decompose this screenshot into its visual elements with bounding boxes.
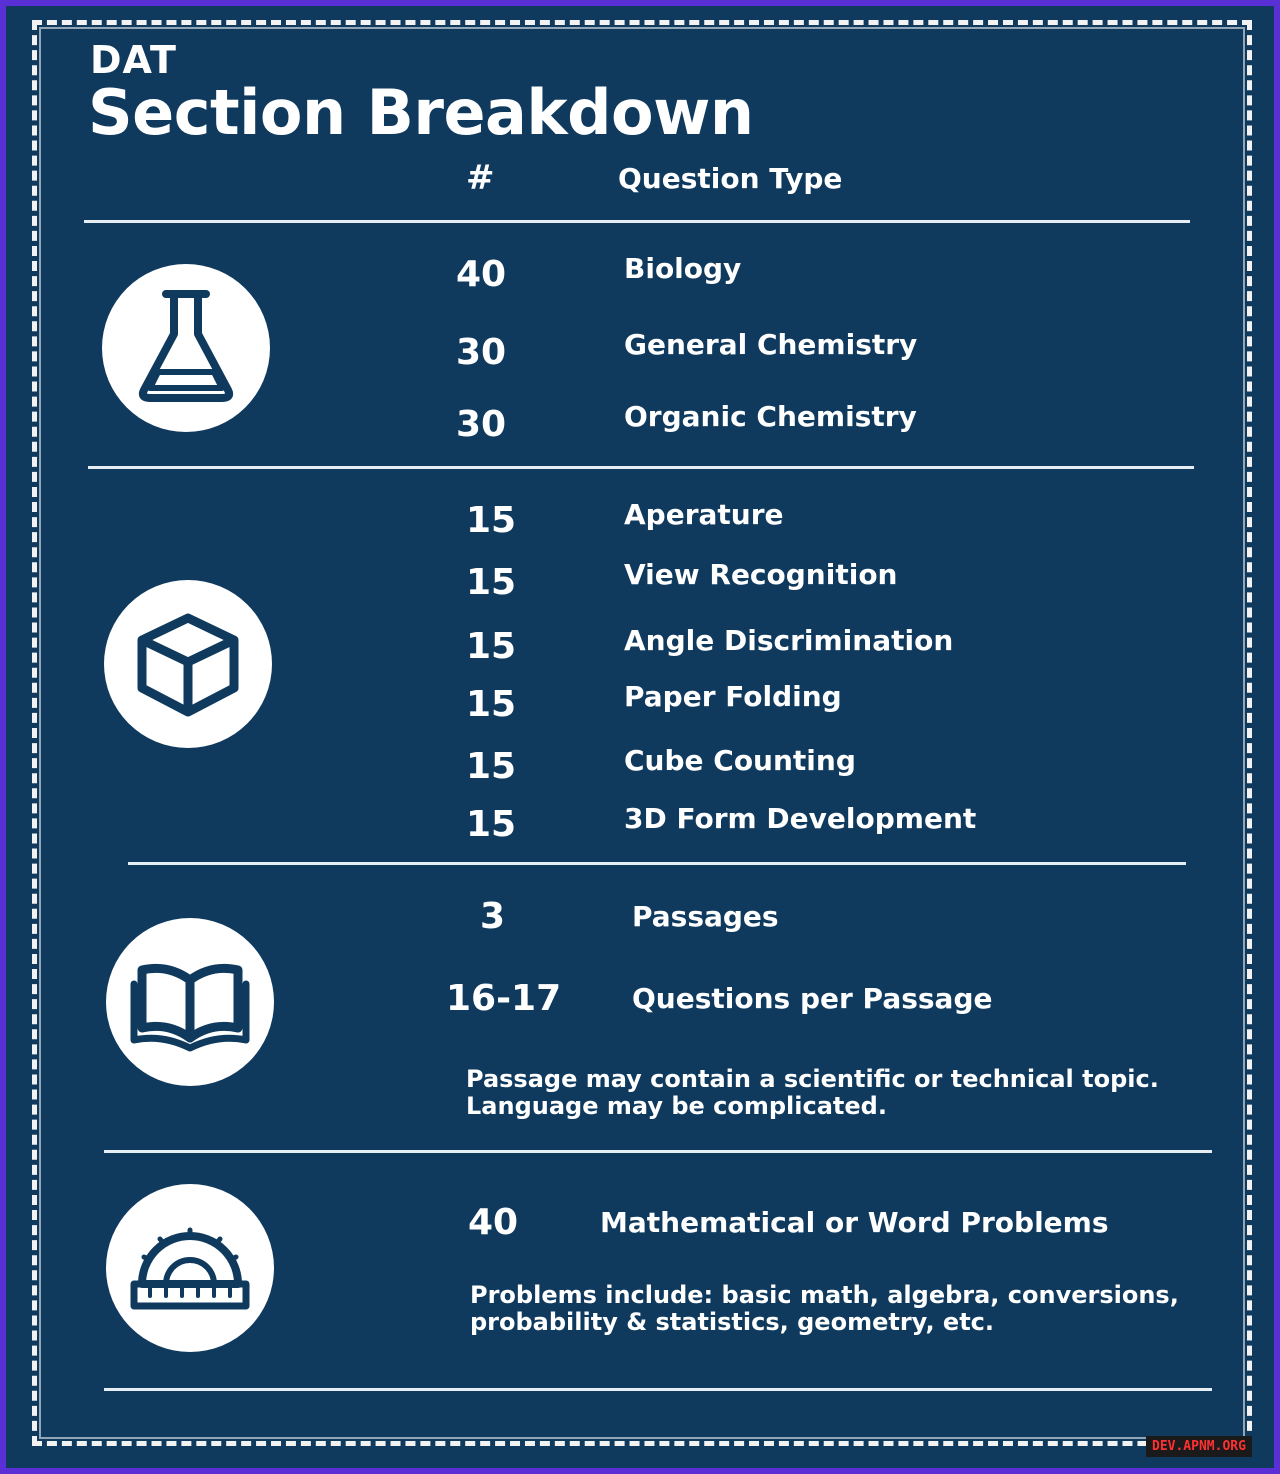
perceptual-count-3d-form-development: 15 [466,804,517,845]
reading-label-passages: Passages [632,900,779,933]
perceptual-label-3d-form-development: 3D Form Development [624,802,977,835]
perceptual-label-paper-folding: Paper Folding [624,680,842,713]
science-count-organic-chemistry: 30 [456,404,507,445]
open-book-icon [106,918,274,1086]
quantitative-note-line: Problems include: basic math, algebra, conversions, [470,1281,1179,1309]
column-header-number: # [466,158,495,198]
perceptual-label-angle-discrimination: Angle Discrimination [624,624,954,657]
divider [88,466,1194,469]
perceptual-count-view-recognition: 15 [466,562,517,603]
watermark-label: DEV.APNM.ORG [1146,1436,1252,1457]
flask-icon [102,264,270,432]
reading-note-line: Language may be complicated. [466,1092,887,1120]
science-count-general-chemistry: 30 [456,332,507,373]
page-title: Section Breakdown [88,76,754,149]
reading-count-passages: 3 [480,896,506,937]
perceptual-label-cube-counting: Cube Counting [624,744,856,777]
perceptual-count-aperature: 15 [466,500,517,541]
perceptual-count-cube-counting: 15 [466,746,517,787]
kicker-label: DAT [90,38,177,82]
protractor-ruler-icon [106,1184,274,1352]
column-header-type: Question Type [618,162,843,195]
perceptual-count-paper-folding: 15 [466,684,517,725]
infographic-panel [6,6,1274,1468]
quantitative-note-line: probability & statistics, geometry, etc. [470,1308,995,1336]
perceptual-count-angle-discrimination: 15 [466,626,517,667]
quantitative-label-problems: Mathematical or Word Problems [600,1206,1109,1239]
divider [128,862,1186,865]
perceptual-label-aperature: Aperature [624,498,784,531]
reading-label-questions-per-passage: Questions per Passage [632,982,993,1015]
reading-note [466,1066,1186,1120]
quantitative-note [470,1282,1190,1336]
perceptual-label-view-recognition: View Recognition [624,558,898,591]
quantitative-count-problems: 40 [468,1202,519,1243]
divider [104,1388,1212,1391]
reading-count-questions-per-passage: 16-17 [446,978,562,1019]
science-count-biology: 40 [456,254,507,295]
reading-note-line: Passage may contain a scientific or technical topic. [466,1065,1159,1093]
divider [104,1150,1212,1153]
divider [84,220,1190,223]
cube-icon [104,580,272,748]
science-label-general-chemistry: General Chemistry [624,328,918,361]
science-label-organic-chemistry: Organic Chemistry [624,400,917,433]
science-label-biology: Biology [624,252,742,285]
